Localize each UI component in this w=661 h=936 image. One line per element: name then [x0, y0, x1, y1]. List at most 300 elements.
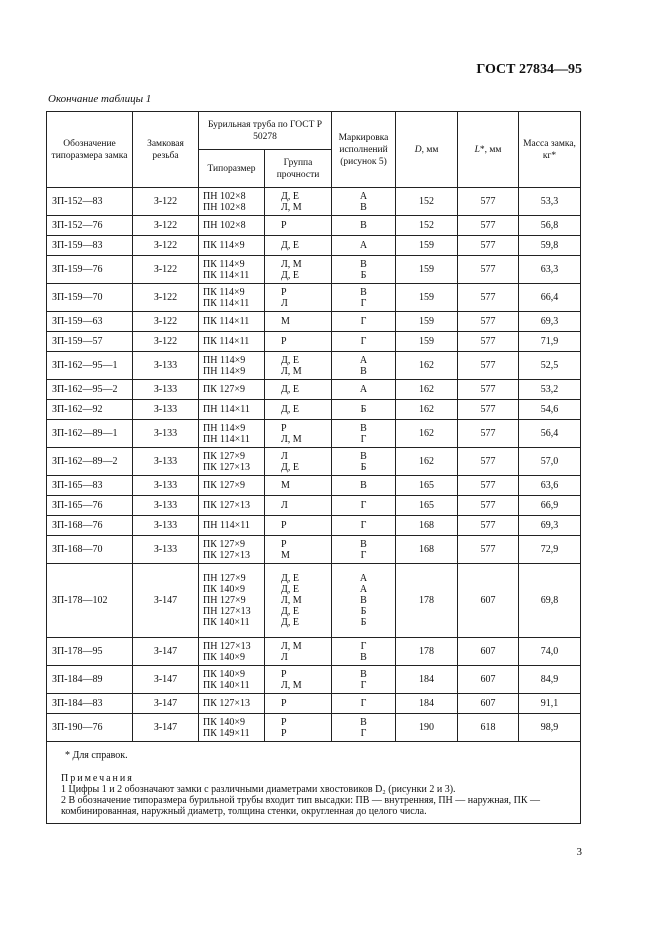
row-marking-line: Б — [360, 269, 367, 281]
row-mass — [519, 666, 581, 694]
row-pipe-size-line: ПН 114×9 — [203, 354, 246, 366]
row-mass — [519, 420, 581, 448]
row-mass — [519, 476, 581, 496]
row-marking-line: В — [360, 220, 367, 231]
row-d-line: 178 — [419, 646, 435, 657]
row-mass-line: 66,4 — [540, 292, 559, 303]
row-marking-line: Б — [360, 617, 367, 628]
row-marking — [332, 236, 396, 256]
row-l — [458, 536, 519, 564]
row-pipe-size-line: ПН 102×8 — [203, 190, 246, 202]
page-number: 3 — [576, 846, 582, 858]
row-mass-line: 53,2 — [540, 384, 559, 395]
row-code — [47, 188, 133, 216]
row-strength-line: Д, Е — [281, 617, 299, 628]
row-marking-line: Г — [360, 727, 367, 739]
table-row — [47, 420, 581, 448]
row-l-line: 577 — [480, 264, 496, 275]
row-d — [396, 312, 458, 332]
row-pipe-size — [199, 332, 265, 352]
row-marking-line: А — [359, 384, 368, 395]
note-2: 2 В обозначение типоразмера бурильной трубы входит тип высадки: ПВ — внутренняя, ПН — наружная, ПК — комбинированная, наружный диаметр, толщина стенки, округленная до целого числа. — [61, 795, 540, 817]
row-code-line: ЗП-162—92 — [52, 404, 103, 415]
row-mass-line: 91,1 — [540, 698, 559, 709]
row-pipe-size — [199, 536, 265, 564]
row-l — [458, 256, 519, 284]
row-strength — [265, 694, 332, 714]
row-thread-line: З-133 — [153, 520, 178, 531]
row-d-line: 159 — [419, 316, 435, 327]
row-marking-line: В — [360, 480, 367, 491]
table-row — [47, 638, 581, 666]
row-pipe-size — [199, 666, 265, 694]
row-marking — [332, 448, 396, 476]
row-d — [396, 400, 458, 420]
row-thread — [133, 666, 199, 694]
row-strength — [265, 284, 332, 312]
row-d-line: 159 — [419, 264, 435, 275]
row-marking-line: Г — [360, 698, 367, 709]
row-mass-line: 56,4 — [540, 428, 559, 439]
row-d-line: 159 — [419, 240, 435, 251]
row-strength-line: М — [281, 549, 290, 561]
row-mass-line: 69,8 — [540, 595, 559, 606]
row-strength-line: Л — [281, 297, 288, 309]
row-strength-line: Р — [281, 727, 287, 739]
row-marking — [332, 312, 396, 332]
row-l — [458, 380, 519, 400]
row-strength-line: Д, Е — [281, 573, 299, 584]
row-thread-line: З-133 — [153, 480, 178, 491]
row-strength-line: Д, Е — [281, 240, 299, 251]
row-pipe-size-line: ПН 114×11 — [203, 520, 250, 531]
row-marking-line: А — [359, 354, 368, 366]
row-l-line: 607 — [480, 595, 496, 606]
row-pipe-size-line: ПК 114×9 — [203, 286, 245, 298]
row-strength-line: Д, Е — [281, 404, 299, 415]
row-mass-line: 69,3 — [540, 520, 559, 531]
row-thread — [133, 496, 199, 516]
row-strength-line: Д, Е — [281, 606, 299, 617]
row-pipe-size — [199, 188, 265, 216]
table-row — [47, 448, 581, 476]
table-row — [47, 694, 581, 714]
row-thread-line: З-147 — [153, 646, 178, 657]
row-marking-line: Г — [360, 433, 367, 445]
row-mass — [519, 536, 581, 564]
row-l — [458, 188, 519, 216]
row-code-line: ЗП-184—89 — [52, 674, 103, 685]
row-strength — [265, 332, 332, 352]
row-code-line: ЗП-168—70 — [52, 544, 103, 555]
row-code — [47, 638, 133, 666]
row-pipe-size-line: ПК 114×11 — [203, 297, 250, 309]
row-l-line: 577 — [480, 520, 496, 531]
header-marking: Маркировка исполнений (рисунок 5) — [332, 112, 396, 188]
row-code-line: ЗП-162—89—1 — [52, 428, 118, 439]
row-pipe-size — [199, 312, 265, 332]
row-thread — [133, 380, 199, 400]
row-d — [396, 420, 458, 448]
row-d — [396, 448, 458, 476]
row-thread-line: З-122 — [153, 316, 178, 327]
row-code-line: ЗП-178—102 — [52, 595, 108, 606]
row-thread-line: З-147 — [153, 674, 178, 685]
row-mass-line: 57,0 — [540, 456, 559, 467]
row-code-line: ЗП-165—83 — [52, 480, 103, 491]
row-l — [458, 448, 519, 476]
row-mass — [519, 380, 581, 400]
row-pipe-size-line: ПН 102×8 — [203, 201, 246, 213]
row-marking-line: Г — [360, 336, 367, 347]
row-pipe-size — [199, 496, 265, 516]
row-marking — [332, 666, 396, 694]
row-l-line: 577 — [480, 456, 496, 467]
row-marking — [332, 188, 396, 216]
row-strength — [265, 236, 332, 256]
row-pipe-size — [199, 476, 265, 496]
table-row — [47, 284, 581, 312]
row-thread — [133, 448, 199, 476]
row-thread — [133, 284, 199, 312]
row-mass — [519, 236, 581, 256]
row-thread-line: З-147 — [153, 698, 178, 709]
notes-block — [47, 742, 581, 824]
row-code — [47, 284, 133, 312]
row-pipe-size — [199, 400, 265, 420]
row-d-line: 165 — [419, 480, 435, 491]
row-strength-line: Д, Е — [281, 584, 299, 595]
table-caption: Окончание таблицы 1 — [48, 93, 152, 105]
row-pipe-size — [199, 694, 265, 714]
row-mass — [519, 284, 581, 312]
row-mass — [519, 312, 581, 332]
row-strength-line: Л, М — [281, 433, 302, 445]
row-pipe-size-line: ПК 127×13 — [203, 698, 251, 709]
row-l-line: 577 — [480, 544, 496, 555]
row-marking-line: Г — [360, 549, 367, 561]
header-strength: Группа прочности — [265, 150, 332, 188]
row-code-line: ЗП-159—70 — [52, 292, 103, 303]
row-pipe-size — [199, 352, 265, 380]
row-strength-line: Р — [281, 698, 287, 709]
row-pipe-size — [199, 564, 265, 638]
row-strength-line: Р — [281, 422, 287, 434]
row-thread — [133, 332, 199, 352]
row-l — [458, 352, 519, 380]
row-l-line: 577 — [480, 220, 496, 231]
row-marking-line: Б — [360, 404, 367, 415]
row-strength-line: Р — [281, 716, 287, 728]
row-l — [458, 564, 519, 638]
row-mass — [519, 188, 581, 216]
row-code — [47, 564, 133, 638]
header-thread: Замковая резьба — [133, 112, 199, 188]
row-strength-line: Л, М — [281, 201, 302, 213]
row-pipe-size — [199, 216, 265, 236]
row-d — [396, 380, 458, 400]
header-pipe-size: Типоразмер — [199, 150, 265, 188]
row-pipe-size — [199, 256, 265, 284]
row-l-line: 577 — [480, 360, 496, 371]
row-strength-line: Р — [281, 668, 287, 680]
row-code-line: ЗП-159—57 — [52, 336, 103, 347]
row-marking — [332, 352, 396, 380]
row-thread-line: З-133 — [153, 428, 178, 439]
row-marking — [332, 380, 396, 400]
row-l — [458, 516, 519, 536]
row-pipe-size — [199, 638, 265, 666]
row-l — [458, 666, 519, 694]
row-pipe-size-line: ПН 127×9 — [203, 595, 246, 606]
row-pipe-size — [199, 420, 265, 448]
row-d-line: 168 — [419, 544, 435, 555]
row-strength-line: М — [281, 316, 290, 327]
row-marking-line: А — [359, 584, 368, 595]
row-strength-line: Р — [281, 286, 287, 298]
row-thread-line: З-147 — [153, 722, 178, 733]
row-pipe-size-line: ПК 127×13 — [203, 500, 251, 511]
row-mass — [519, 714, 581, 742]
row-marking — [332, 564, 396, 638]
row-pipe-size-line: ПН 114×11 — [203, 433, 250, 445]
row-l — [458, 284, 519, 312]
notes-heading: Примечания — [61, 773, 134, 784]
table-row — [47, 188, 581, 216]
row-code-line: ЗП-152—83 — [52, 196, 103, 207]
row-marking — [332, 694, 396, 714]
row-strength — [265, 476, 332, 496]
row-marking — [332, 638, 396, 666]
header-designation: Обозначение типоразмера замка — [47, 112, 133, 188]
row-strength — [265, 564, 332, 638]
row-code-line: ЗП-159—76 — [52, 264, 103, 275]
row-strength-line: Л — [281, 450, 288, 462]
row-pipe-size-line: ПК 127×9 — [203, 450, 246, 462]
row-code — [47, 694, 133, 714]
row-strength-line: Р — [281, 220, 287, 231]
row-mass — [519, 638, 581, 666]
row-pipe-size — [199, 516, 265, 536]
row-thread — [133, 400, 199, 420]
row-pipe-size — [199, 236, 265, 256]
row-pipe-size — [199, 448, 265, 476]
row-strength — [265, 400, 332, 420]
row-pipe-size-line: ПК 114×11 — [203, 316, 250, 327]
table-row — [47, 536, 581, 564]
header-d: D, мм — [396, 112, 458, 188]
row-mass — [519, 496, 581, 516]
row-d-line: 152 — [419, 196, 435, 207]
row-code-line: ЗП-152—76 — [52, 220, 103, 231]
row-code-line: ЗП-168—76 — [52, 520, 103, 531]
row-strength-line: Л — [281, 500, 288, 511]
row-d-line: 190 — [419, 722, 435, 733]
row-strength — [265, 312, 332, 332]
row-d — [396, 256, 458, 284]
row-l — [458, 236, 519, 256]
row-thread — [133, 352, 199, 380]
row-pipe-size-line: ПК 149×11 — [203, 727, 250, 739]
row-d-line: 178 — [419, 595, 435, 606]
row-thread-line: З-133 — [153, 384, 178, 395]
row-l-line: 577 — [480, 500, 496, 511]
row-strength-line: Р — [281, 336, 287, 347]
specs-table — [46, 111, 581, 824]
row-l-line: 577 — [480, 404, 496, 415]
row-d-line: 159 — [419, 336, 435, 347]
row-code — [47, 352, 133, 380]
row-d-line: 165 — [419, 500, 435, 511]
row-code — [47, 448, 133, 476]
row-l-line: 577 — [480, 316, 496, 327]
row-marking-line: В — [360, 668, 367, 680]
row-d — [396, 516, 458, 536]
row-marking-line: А — [359, 190, 368, 202]
row-code-line: ЗП-165—76 — [52, 500, 103, 511]
row-code-line: ЗП-190—76 — [52, 722, 103, 733]
row-marking — [332, 516, 396, 536]
row-mass — [519, 516, 581, 536]
row-strength-line: Д, Е — [281, 461, 299, 473]
row-marking-line: Г — [360, 500, 367, 511]
row-marking — [332, 536, 396, 564]
row-marking — [332, 420, 396, 448]
row-thread-line: З-122 — [153, 196, 178, 207]
row-marking-line: В — [360, 651, 367, 663]
row-pipe-size-line: ПК 140×11 — [203, 617, 250, 628]
row-pipe-size-line: ПК 127×9 — [203, 384, 246, 395]
row-pipe-size-line: ПК 114×11 — [203, 269, 250, 281]
row-code — [47, 256, 133, 284]
row-thread-line: З-122 — [153, 292, 178, 303]
table-row — [47, 352, 581, 380]
row-d — [396, 638, 458, 666]
row-marking-line: Г — [360, 520, 367, 531]
row-marking — [332, 714, 396, 742]
row-code — [47, 496, 133, 516]
standard-header: ГОСТ 27834—95 — [476, 62, 582, 77]
row-thread — [133, 714, 199, 742]
row-strength — [265, 256, 332, 284]
row-strength-line: М — [281, 480, 290, 491]
row-code — [47, 312, 133, 332]
row-thread — [133, 236, 199, 256]
row-strength — [265, 714, 332, 742]
row-code — [47, 332, 133, 352]
table-row — [47, 236, 581, 256]
row-strength — [265, 448, 332, 476]
table-row — [47, 516, 581, 536]
row-thread — [133, 516, 199, 536]
row-pipe-size-line: ПН 127×13 — [203, 640, 251, 652]
row-pipe-size-line: ПН 114×9 — [203, 422, 246, 434]
row-strength — [265, 420, 332, 448]
row-pipe-size-line: ПН 127×9 — [203, 573, 246, 584]
row-d-line: 168 — [419, 520, 435, 531]
row-code — [47, 714, 133, 742]
row-marking-line: В — [360, 538, 367, 550]
row-mass — [519, 694, 581, 714]
row-d — [396, 496, 458, 516]
row-marking-line: В — [360, 716, 367, 728]
row-strength — [265, 496, 332, 516]
row-strength-line: Д, Е — [281, 269, 299, 281]
row-strength-line: Р — [281, 520, 287, 531]
row-code — [47, 516, 133, 536]
row-pipe-size — [199, 714, 265, 742]
row-l-line: 607 — [480, 646, 496, 657]
row-thread-line: З-147 — [153, 595, 178, 606]
table-row — [47, 332, 581, 352]
row-mass — [519, 352, 581, 380]
row-pipe-size-line: ПК 140×9 — [203, 668, 246, 680]
row-mass-line: 52,5 — [540, 360, 559, 371]
row-code-line: ЗП-162—89—2 — [52, 456, 118, 467]
row-marking-line: В — [360, 201, 367, 213]
row-marking-line: Г — [360, 640, 367, 652]
row-d-line: 162 — [419, 456, 435, 467]
row-thread — [133, 536, 199, 564]
row-code — [47, 400, 133, 420]
row-strength-line: Л, М — [281, 679, 302, 691]
row-strength — [265, 516, 332, 536]
table-row — [47, 256, 581, 284]
row-d — [396, 714, 458, 742]
row-marking — [332, 496, 396, 516]
row-l — [458, 332, 519, 352]
row-strength — [265, 352, 332, 380]
row-thread — [133, 256, 199, 284]
row-mass-line: 98,9 — [540, 722, 559, 733]
row-mass — [519, 216, 581, 236]
row-mass — [519, 564, 581, 638]
row-d-line: 184 — [419, 698, 435, 709]
row-d-line: 162 — [419, 360, 435, 371]
row-thread-line: З-122 — [153, 240, 178, 251]
row-l — [458, 216, 519, 236]
row-marking-line: В — [360, 422, 367, 434]
row-l-line: 577 — [480, 336, 496, 347]
row-thread-line: З-133 — [153, 360, 178, 371]
row-strength — [265, 666, 332, 694]
table-row — [47, 216, 581, 236]
row-strength — [265, 188, 332, 216]
row-code-line: ЗП-159—83 — [52, 240, 103, 251]
row-marking-line: В — [360, 258, 367, 270]
table-row — [47, 564, 581, 638]
row-pipe-size-line: ПН 127×13 — [203, 606, 251, 617]
row-l-line: 577 — [480, 292, 496, 303]
footnote: * Для справок. — [65, 750, 128, 761]
row-thread — [133, 188, 199, 216]
table-row — [47, 714, 581, 742]
row-d-line: 184 — [419, 674, 435, 685]
row-mass-line: 71,9 — [540, 336, 559, 347]
row-marking-line: Г — [360, 316, 367, 327]
row-strength-line: Л — [281, 651, 288, 663]
row-d — [396, 236, 458, 256]
row-l — [458, 714, 519, 742]
row-thread-line: З-122 — [153, 264, 178, 275]
row-mass-line: 53,3 — [540, 196, 559, 207]
row-code-line: ЗП-162—95—2 — [52, 384, 118, 395]
row-mass-line: 69,3 — [540, 316, 559, 327]
row-code — [47, 420, 133, 448]
row-code-line: ЗП-159—63 — [52, 316, 103, 327]
row-marking — [332, 284, 396, 312]
header-mass: Масса замка, кг* — [519, 112, 581, 188]
